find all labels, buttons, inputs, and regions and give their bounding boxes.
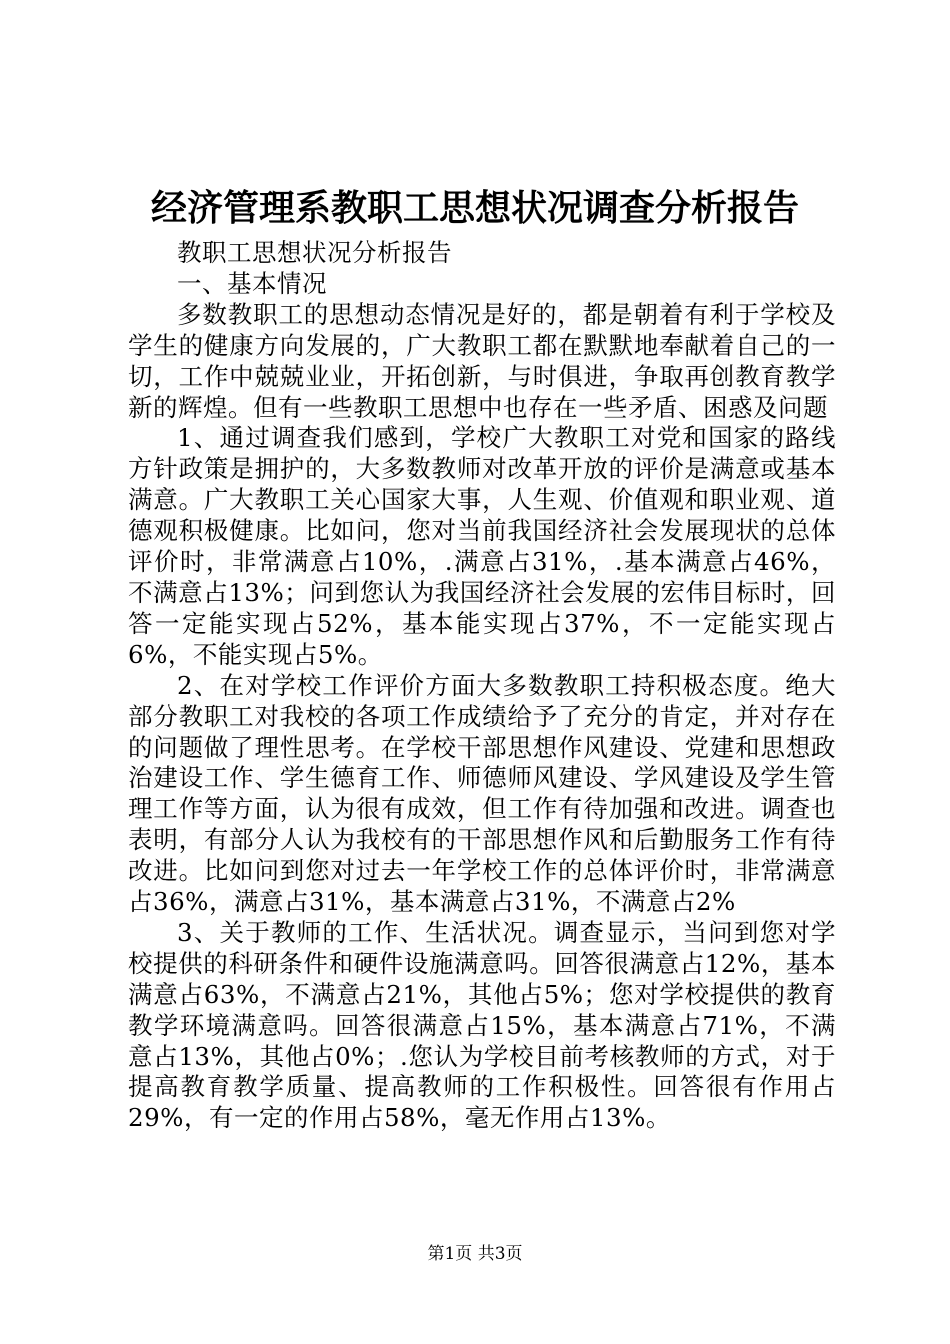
paragraph-3: 2、在对学校工作评价方面大多数教职工持积极态度。绝大部分教职工对我校的各项工作成绩给予了充分的肯定，并对存在的问题做了理性思考。在学校干部思想作风建设、党建和思想政治建设工作、学生德育工作、师德师风建设、学风建设及学生管理工作等方面，认为很有成效，但工作有待加强和改进。调查也表明，有部分人认为我校有的干部思想作风和后勤服务工作有待改进。比如问到您对过去一年学校工作的总体评价时，非常满意占36%，满意占31%，基本满意占31%，不满意占2% bbox=[128, 670, 836, 917]
page-footer: 第1页 共3页 bbox=[427, 1244, 523, 1264]
paragraph-1: 多数教职工的思想动态情况是好的，都是朝着有利于学校及学生的健康方向发展的，广大教职工都在默默地奉献着自己的一切，工作中兢兢业业，开拓创新，与时俱进，争取再创教育教学新的辉煌。但有一些教职工思想中也存在一些矛盾、困惑及问题 bbox=[128, 299, 836, 422]
document-body bbox=[128, 238, 836, 1134]
paragraph-2: 1、通过调查我们感到，学校广大教职工对党和国家的路线方针政策是拥护的，大多数教师对改革开放的评价是满意或基本满意。广大教职工关心国家大事，人生观、价值观和职业观、道德观积极健康。比如问，您对当前我国经济社会发展现状的总体评价时，非常满意占10%，.满意占31%，.基本满意占46%，不满意占13%；问到您认为我国经济社会发展的宏伟目标时，回答一定能实现占52%，基本能实现占37%，不一定能实现占6%，不能实现占5%。 bbox=[128, 423, 836, 669]
document-title: 经济管理系教职工思想状况调查分析报告 bbox=[150, 187, 799, 229]
document-subtitle: 教职工思想状况分析报告 bbox=[177, 238, 452, 267]
paragraph-4: 3、关于教师的工作、生活状况。调查显示，当问到您对学校提供的科研条件和硬件设施满意吗。回答很满意占12%，基本满意占63%，不满意占21%，其他占5%；您对学校提供的教育教学环境满意吗。回答很满意占15%，基本满意占71%，不满意占13%，其他占0%；.您认为学校目前考核教师的方式，对于提高教育教学质量、提高教师的工作积极性。回答很有作用占29%，有一定的作用占58%，毫无作用占13%。 bbox=[128, 917, 836, 1133]
section-heading: 一、基本情况 bbox=[177, 268, 327, 298]
